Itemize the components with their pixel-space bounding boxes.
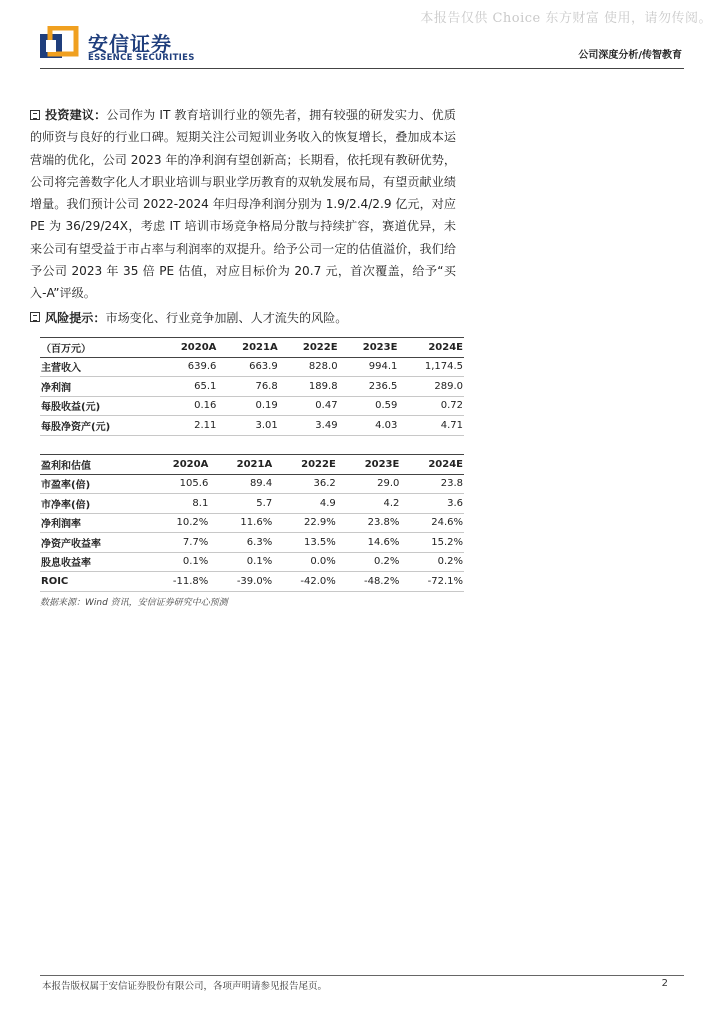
table-cell: 639.6 bbox=[156, 357, 217, 377]
row-label: 每股净资产(元) bbox=[40, 416, 156, 436]
table-cell: 3.01 bbox=[217, 416, 278, 436]
table-row bbox=[40, 357, 464, 377]
table-cell: 11.6% bbox=[209, 513, 273, 533]
table-cell: 0.19 bbox=[217, 396, 278, 416]
logo-mark-icon bbox=[40, 26, 80, 66]
table-cell: 289.0 bbox=[398, 377, 464, 397]
table-row bbox=[40, 513, 464, 533]
table-cell: -39.0% bbox=[209, 572, 273, 592]
table-row bbox=[40, 494, 464, 514]
footer-divider bbox=[40, 975, 684, 976]
column-header: 2021A bbox=[217, 338, 278, 358]
table-cell: 36.2 bbox=[273, 474, 337, 494]
column-header: 2023E bbox=[339, 338, 399, 358]
table-cell: 4.71 bbox=[398, 416, 464, 436]
column-header: 盈利和估值 bbox=[40, 455, 145, 475]
table-cell: 0.59 bbox=[339, 396, 399, 416]
table-row bbox=[40, 552, 464, 572]
investment-advice-title: 投资建议： bbox=[45, 108, 107, 122]
column-header: 2021A bbox=[209, 455, 273, 475]
table-cell: 0.2% bbox=[337, 552, 401, 572]
table-cell: 29.0 bbox=[337, 474, 401, 494]
risk-warning-paragraph bbox=[30, 307, 456, 329]
table-cell: 23.8% bbox=[337, 513, 401, 533]
table-cell: 14.6% bbox=[337, 533, 401, 553]
row-label: ROIC bbox=[40, 572, 145, 592]
logo-chinese-name: 安信证券 bbox=[88, 32, 172, 56]
table-cell: 663.9 bbox=[217, 357, 278, 377]
table-row bbox=[40, 572, 464, 592]
row-label: 净利润 bbox=[40, 377, 156, 397]
table-cell: -72.1% bbox=[400, 572, 464, 592]
report-category: 公司深度分析/传智教育 bbox=[578, 50, 682, 61]
table-cell: 0.47 bbox=[279, 396, 339, 416]
row-label: 市盈率(倍) bbox=[40, 474, 145, 494]
risk-warning-text: 市场变化、行业竞争加剧、人才流失的风险。 bbox=[105, 310, 348, 325]
table-row bbox=[40, 416, 464, 436]
risk-warning-title: 风险提示： bbox=[45, 310, 106, 325]
table-cell: 0.16 bbox=[156, 396, 217, 416]
company-logo bbox=[40, 26, 240, 66]
table-cell: 236.5 bbox=[339, 377, 399, 397]
table-cell: 0.72 bbox=[398, 396, 464, 416]
row-label: 净资产收益率 bbox=[40, 533, 145, 553]
table-row bbox=[40, 533, 464, 553]
table-row bbox=[40, 396, 464, 416]
table-cell: 3.49 bbox=[279, 416, 339, 436]
table-cell: 0.1% bbox=[209, 552, 273, 572]
table-cell: 65.1 bbox=[156, 377, 217, 397]
row-label: 市净率(倍) bbox=[40, 494, 145, 514]
column-header: 2022E bbox=[273, 455, 337, 475]
row-label: 主营收入 bbox=[40, 357, 156, 377]
table-cell: 23.8 bbox=[400, 474, 464, 494]
table-cell: 4.2 bbox=[337, 494, 401, 514]
table-cell: 994.1 bbox=[339, 357, 399, 377]
table-header-row bbox=[40, 455, 464, 475]
table-cell: 5.7 bbox=[209, 494, 273, 514]
table-cell: 4.9 bbox=[273, 494, 337, 514]
table-cell: -48.2% bbox=[337, 572, 401, 592]
table-cell: 24.6% bbox=[400, 513, 464, 533]
table-cell: 76.8 bbox=[217, 377, 278, 397]
copyright-footer: 本报告版权属于安信证券股份有限公司，各项声明请参见报告尾页。 bbox=[42, 981, 328, 992]
watermark: 本报告仅供 Choice 东方财富 使用，请勿传阅。 bbox=[420, 11, 712, 26]
table-row bbox=[40, 474, 464, 494]
table-cell: 15.2% bbox=[400, 533, 464, 553]
table-cell: 4.03 bbox=[339, 416, 399, 436]
row-label: 每股收益(元) bbox=[40, 396, 156, 416]
column-header: （百万元） bbox=[40, 338, 156, 358]
table-cell: 189.8 bbox=[279, 377, 339, 397]
table-cell: 6.3% bbox=[209, 533, 273, 553]
table-cell: 8.1 bbox=[145, 494, 209, 514]
header-divider bbox=[40, 68, 684, 69]
checkbox-bullet-icon bbox=[30, 110, 40, 120]
report-body bbox=[30, 104, 456, 329]
table-row bbox=[40, 377, 464, 397]
table-cell: 105.6 bbox=[145, 474, 209, 494]
table-cell: 10.2% bbox=[145, 513, 209, 533]
column-header: 2024E bbox=[398, 338, 464, 358]
table-cell: 0.2% bbox=[400, 552, 464, 572]
column-header: 2022E bbox=[279, 338, 339, 358]
logo-english-name: ESSENCE SECURITIES bbox=[88, 53, 195, 63]
table-cell: 3.6 bbox=[400, 494, 464, 514]
table-header-row bbox=[40, 338, 464, 358]
table-cell: 0.1% bbox=[145, 552, 209, 572]
investment-advice-text: 公司作为 IT 教育培训行业的领先者，拥有较强的研发实力、优质的师资与良好的行业口碑。短期关注公司短训业务收入的恢复增长，叠加成本运营端的优化，公司 2023 年的净利润有望创新高；长期看，依托现有教研优势，公司将完善数字化人才职业培训与职业学历教育的双轨发展布局，有望贡献业绩增量。我们预计公司 2022-2024 年归母净利润分别为 1.9/2.4/2.9 亿元，对应 PE 为 36/29/24X，考虑 IT 培训市场竞争格局分散与持续扩容，赛道优异，未来公司有望受益于市占率与利润率的双提升。给予公司一定的估值溢价，我们给予公司 2023 年 35 倍 PE 估值，对应目标价为 20.7 元，首次覆盖，给予“买入-A”评级。 bbox=[30, 108, 456, 301]
table-cell: 13.5% bbox=[273, 533, 337, 553]
table-cell: 22.9% bbox=[273, 513, 337, 533]
column-header: 2023E bbox=[337, 455, 401, 475]
page-number: 2 bbox=[661, 978, 668, 989]
table-cell: -42.0% bbox=[273, 572, 337, 592]
financial-summary-table bbox=[40, 337, 464, 436]
column-header: 2020A bbox=[145, 455, 209, 475]
valuation-table bbox=[40, 454, 464, 592]
table-cell: 1,174.5 bbox=[398, 357, 464, 377]
row-label: 股息收益率 bbox=[40, 552, 145, 572]
table-cell: 0.0% bbox=[273, 552, 337, 572]
column-header: 2020A bbox=[156, 338, 217, 358]
table-cell: 7.7% bbox=[145, 533, 209, 553]
investment-advice-paragraph bbox=[30, 104, 456, 305]
data-source-note: 数据来源：Wind 资讯，安信证券研究中心预测 bbox=[40, 598, 228, 608]
table-cell: 828.0 bbox=[279, 357, 339, 377]
column-header: 2024E bbox=[400, 455, 464, 475]
table-cell: 2.11 bbox=[156, 416, 217, 436]
checkbox-bullet-icon bbox=[30, 312, 40, 322]
table-cell: 89.4 bbox=[209, 474, 273, 494]
table-cell: -11.8% bbox=[145, 572, 209, 592]
row-label: 净利润率 bbox=[40, 513, 145, 533]
